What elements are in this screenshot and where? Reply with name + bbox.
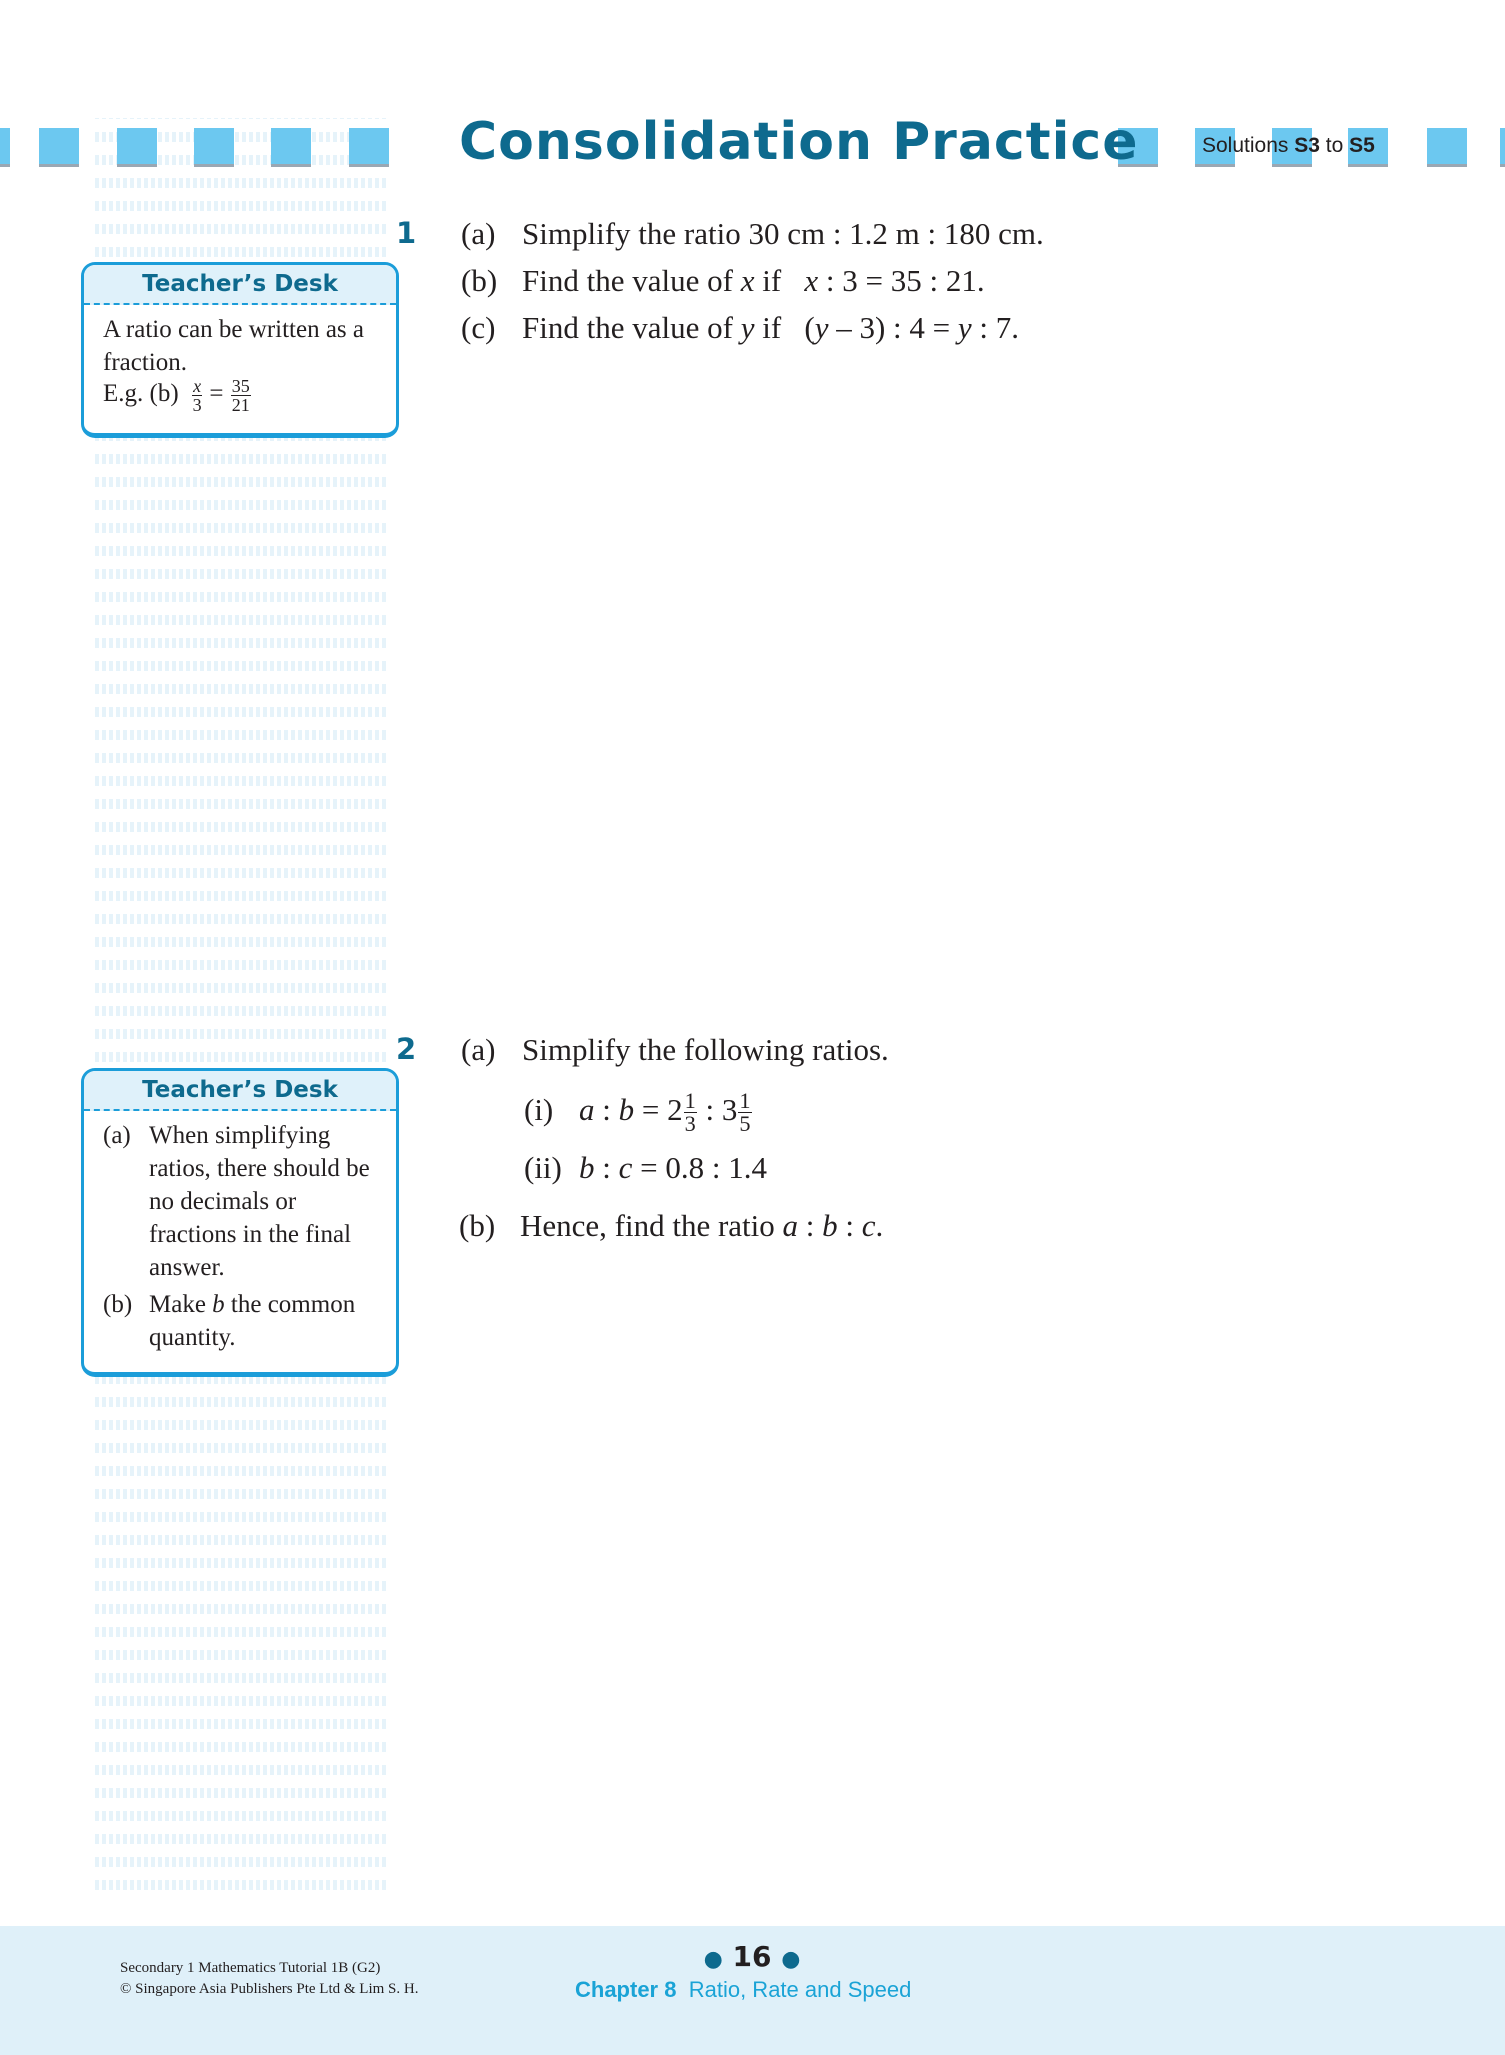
solutions-label: Solutions [1202, 134, 1289, 157]
fraction [738, 1090, 751, 1136]
tip-item [103, 1288, 382, 1354]
numerator: 1 [739, 1088, 751, 1113]
deco-square [1500, 128, 1505, 167]
text: = 0.8 : 1.4 [640, 1150, 767, 1185]
question-2a-ii [524, 1150, 767, 1186]
numerator: 35 [231, 376, 250, 396]
var: y [740, 310, 755, 345]
text: the common quantity. [149, 1291, 356, 1351]
teachers-desk-body [84, 305, 396, 424]
solutions-to-word: to [1325, 134, 1344, 157]
text: = 2 [641, 1091, 683, 1127]
var: x [804, 263, 819, 298]
tip-text [149, 1288, 382, 1354]
teachers-desk-title: Teacher’s Desk [84, 1071, 396, 1111]
part-label: (c) [461, 310, 496, 345]
teachers-desk-box [81, 262, 399, 438]
var: b [618, 1091, 635, 1127]
question-number: 1 [396, 216, 417, 250]
chapter-label: Chapter 8 [575, 1977, 677, 2002]
part-label: (a) [461, 1032, 496, 1067]
var: a [782, 1208, 799, 1243]
text: ( [804, 310, 815, 345]
question-2a-i [524, 1090, 753, 1136]
text: : [602, 1150, 611, 1185]
subpart-label: (i) [524, 1091, 554, 1127]
denominator: 21 [231, 395, 250, 415]
text: if [762, 310, 782, 345]
teachers-desk-title: Teacher’s Desk [84, 265, 396, 305]
question-1a [461, 216, 1044, 252]
page-title: Consolidation Practice [459, 112, 1139, 172]
var: y [957, 310, 972, 345]
question-2a [461, 1032, 889, 1068]
numerator: 1 [684, 1088, 696, 1113]
text: if [762, 263, 782, 298]
bullet-icon: ● [703, 1947, 723, 1972]
tip-text: A ratio can be written as a fraction. [103, 316, 365, 376]
page-number [700, 1940, 804, 1973]
question-1c [461, 310, 1019, 346]
part-text: Simplify the following ratios. [522, 1032, 889, 1067]
solutions-reference [1202, 134, 1375, 158]
page-number-value: 16 [732, 1940, 772, 1973]
text: Find the value of [522, 263, 733, 298]
var: c [861, 1208, 876, 1243]
part-label: (b) [459, 1208, 496, 1243]
fraction [192, 377, 202, 414]
deco-square [1427, 128, 1467, 167]
deco-square [0, 128, 10, 167]
text: Find the value of [522, 310, 733, 345]
var: b [822, 1208, 838, 1243]
subpart-label: (ii) [524, 1150, 562, 1185]
deco-square [194, 128, 234, 167]
tip-label: (b) [103, 1291, 133, 1318]
footer-copyright: © Singapore Asia Publishers Pte Ltd & Lim S. H. [120, 1981, 419, 1997]
var: c [618, 1150, 633, 1185]
question-number: 2 [396, 1032, 417, 1066]
question-1b [461, 263, 985, 299]
tip-item [103, 1119, 382, 1284]
part-text: Hence, find the ratio [520, 1208, 775, 1243]
var: b [579, 1150, 595, 1185]
var: x [740, 263, 755, 298]
tip-example [103, 377, 382, 414]
eg-label: E.g. (b) [103, 380, 179, 408]
text: : [805, 1208, 815, 1243]
text: : 7. [979, 310, 1020, 345]
numerator: x [193, 376, 202, 396]
teachers-desk-box [81, 1068, 399, 1377]
deco-square [117, 128, 157, 167]
var: b [212, 1291, 225, 1318]
text: Make [149, 1291, 206, 1318]
part-label: (b) [461, 263, 498, 298]
text: – 3) : 4 = [836, 310, 951, 345]
text: : 3 = 35 : 21. [825, 263, 985, 298]
deco-square [39, 128, 79, 167]
denominator: 3 [192, 395, 202, 415]
bullet-icon: ● [781, 1947, 801, 1972]
fraction [684, 1090, 697, 1136]
text: : [602, 1091, 611, 1127]
part-text: Simplify the ratio 30 cm : 1.2 m : 180 cm. [522, 216, 1044, 251]
question-2b [459, 1208, 883, 1244]
solutions-to: S5 [1349, 134, 1375, 157]
chapter-title [575, 1977, 911, 2003]
part-label: (a) [461, 216, 496, 251]
tip-label: (a) [103, 1122, 131, 1149]
text: : [845, 1208, 855, 1243]
var: y [814, 310, 829, 345]
var: a [579, 1091, 595, 1127]
teachers-desk-body [84, 1111, 396, 1364]
text: . [875, 1208, 884, 1243]
denominator: 5 [739, 1111, 751, 1137]
equals: = [209, 380, 224, 408]
deco-square [271, 128, 311, 167]
tip-text: When simplifying ratios, there should be no decimals or fractions in the final answer. [149, 1122, 370, 1281]
denominator: 3 [684, 1111, 696, 1137]
text: : 3 [705, 1091, 738, 1127]
fraction [231, 377, 251, 414]
footer-book-title: Secondary 1 Mathematics Tutorial 1B (G2) [120, 1960, 381, 1976]
deco-square [349, 128, 389, 167]
chapter-name: Ratio, Rate and Speed [688, 1977, 912, 2002]
solutions-from: S3 [1294, 134, 1320, 157]
